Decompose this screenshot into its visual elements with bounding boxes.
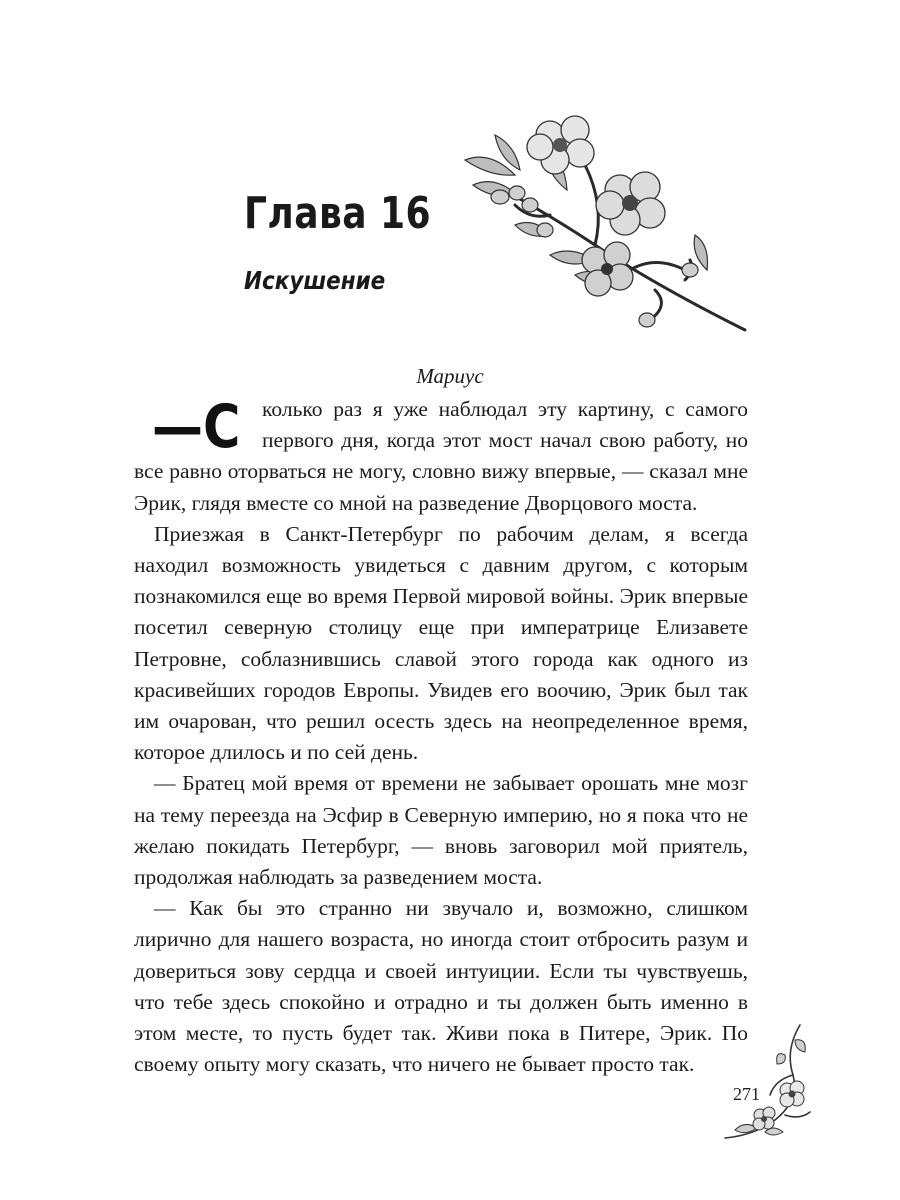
- paragraph: [134, 394, 748, 519]
- paragraph: — Братец мой время от времени не забывает орошать мне мозг на тему переезда на Эсфир в Северную империю, но я пока что не желаю покидать Петербург, — вновь заговорил мой приятель, продолжая наблюдать за разведением моста.: [134, 771, 748, 890]
- chapter-subtitle: Искушение: [244, 266, 386, 295]
- drop-cap-dash: —: [152, 392, 203, 462]
- floral-corner-ornament: [715, 1020, 815, 1145]
- narrator-name: Мариус: [416, 364, 484, 388]
- cherry-blossom-branch-illustration: [455, 105, 755, 340]
- paragraph-text: колько раз я уже наблюдал эту картину, с самого первого дня, когда этот мост начал свою работу, но все равно оторваться не могу, словно вижу впервые, — сказал мне Эрик, глядя вместе со мной на разведение Дворцового моста.: [134, 397, 748, 515]
- paragraph: Приезжая в Санкт-Петербург по рабочим делам, я всегда находил возможность увидеться с давним другом, с которым познакомился еще во время Первой мировой войны. Эрик впервые посетил северную столицу еще при императрице Елизавете Петровне, соблазнившись славой этого города как одного из красивейших городов Европы. Увидев его воочию, Эрик был так им очарован, что решил осесть здесь на неопределенное время, которое длилось и по сей день.: [134, 521, 748, 765]
- drop-cap: [152, 392, 241, 462]
- chapter-title: Глава 16: [244, 188, 431, 239]
- page-number: 271: [733, 1084, 760, 1104]
- chapter-body-text: [134, 394, 748, 1080]
- paragraph: — Как бы это странно ни звучало и, возможно, слишком лирично для нашего возраста, но иногда стоит отбросить разум и довериться зову сердца и своей интуиции. Если ты чувствуешь, что тебе здесь спокойно и отрадно и ты должен быть именно в этом месте, то пусть будет так. Живи пока в Питере, Эрик. По своему опыту могу сказать, что ничего не бывает просто так.: [134, 896, 748, 1077]
- drop-cap-letter: С: [203, 392, 241, 462]
